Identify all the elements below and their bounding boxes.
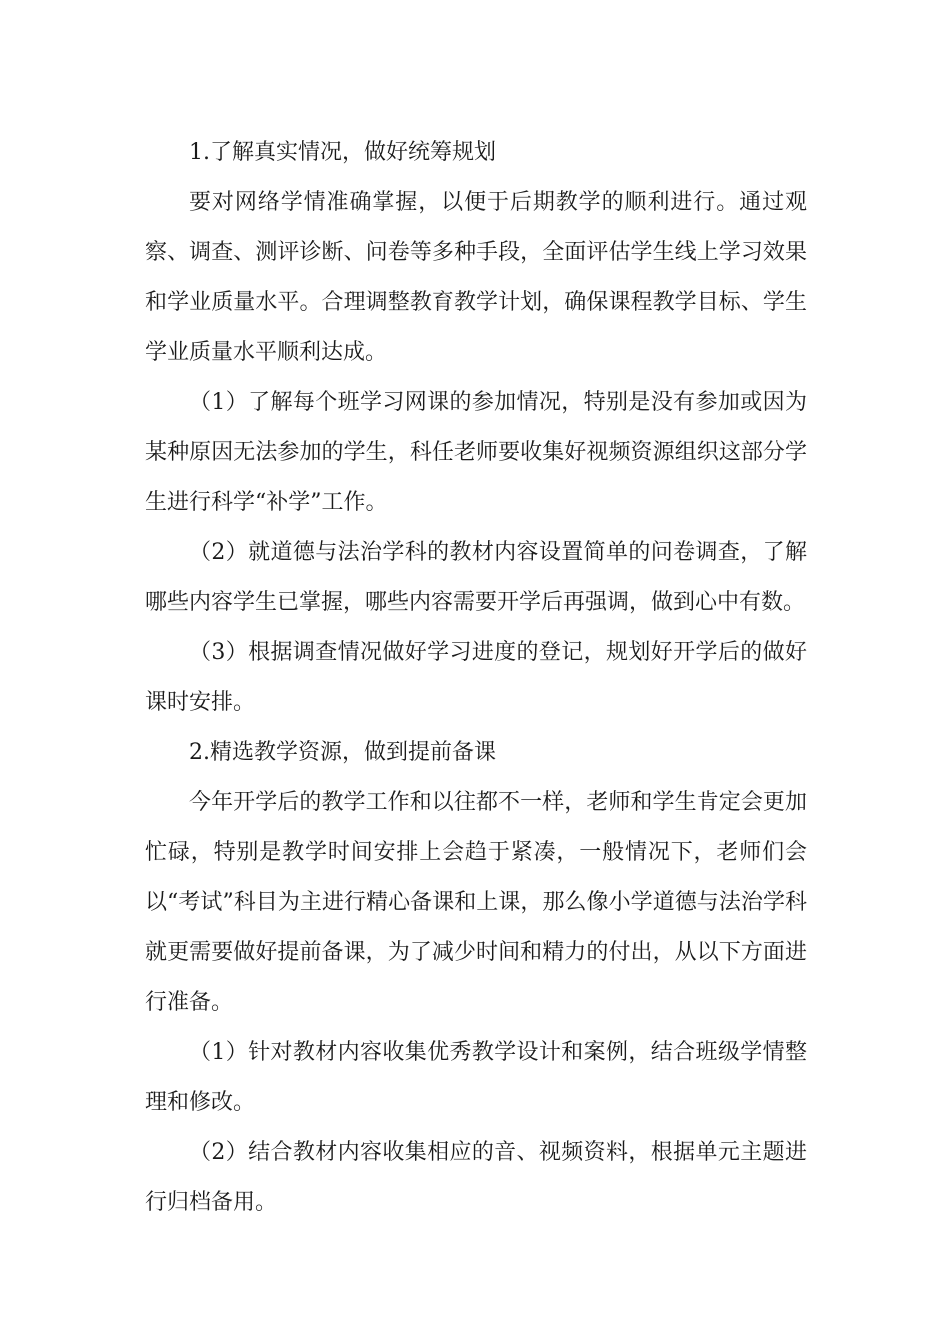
section-heading-1: 1.了解真实情况，做好统筹规划 [189, 140, 496, 165]
paragraph: 要对网络学情准确掌握，以便于后期教学的顺利进行。通过观察、调查、测评诊断、问卷等多种手段，全面评估学生线上学习效果和学业质量水平。合理调整教育教学计划，确保课程教学目标、学生学业质量水平顺利达成。 [145, 190, 807, 365]
list-item-2-1: （1）针对教材内容收集优秀教学设计和案例，结合班级学情整理和修改。 [145, 1040, 807, 1115]
document-body [145, 128, 807, 1228]
paragraph: 今年开学后的教学工作和以往都不一样，老师和学生肯定会更加忙碌，特别是教学时间安排上会趋于紧凑，一般情况下，老师们会以“考试”科目为主进行精心备课和上课，那么像小学道德与法治学科就更需要做好提前备课，为了减少时间和精力的付出，从以下方面进行准备。 [145, 790, 807, 1015]
list-item-1-3: （3）根据调查情况做好学习进度的登记，规划好开学后的做好课时安排。 [145, 640, 807, 715]
list-item-1-2: （2）就道德与法治学科的教材内容设置简单的问卷调查，了解哪些内容学生已掌握，哪些内容需要开学后再强调，做到心中有数。 [145, 540, 807, 615]
list-item-1-1: （1）了解每个班学习网课的参加情况，特别是没有参加或因为某种原因无法参加的学生，科任老师要收集好视频资源组织这部分学生进行科学“补学”工作。 [145, 390, 807, 515]
list-item-2-2: （2）结合教材内容收集相应的音、视频资料，根据单元主题进行归档备用。 [145, 1140, 807, 1215]
section-heading-2: 2.精选教学资源，做到提前备课 [189, 740, 496, 765]
